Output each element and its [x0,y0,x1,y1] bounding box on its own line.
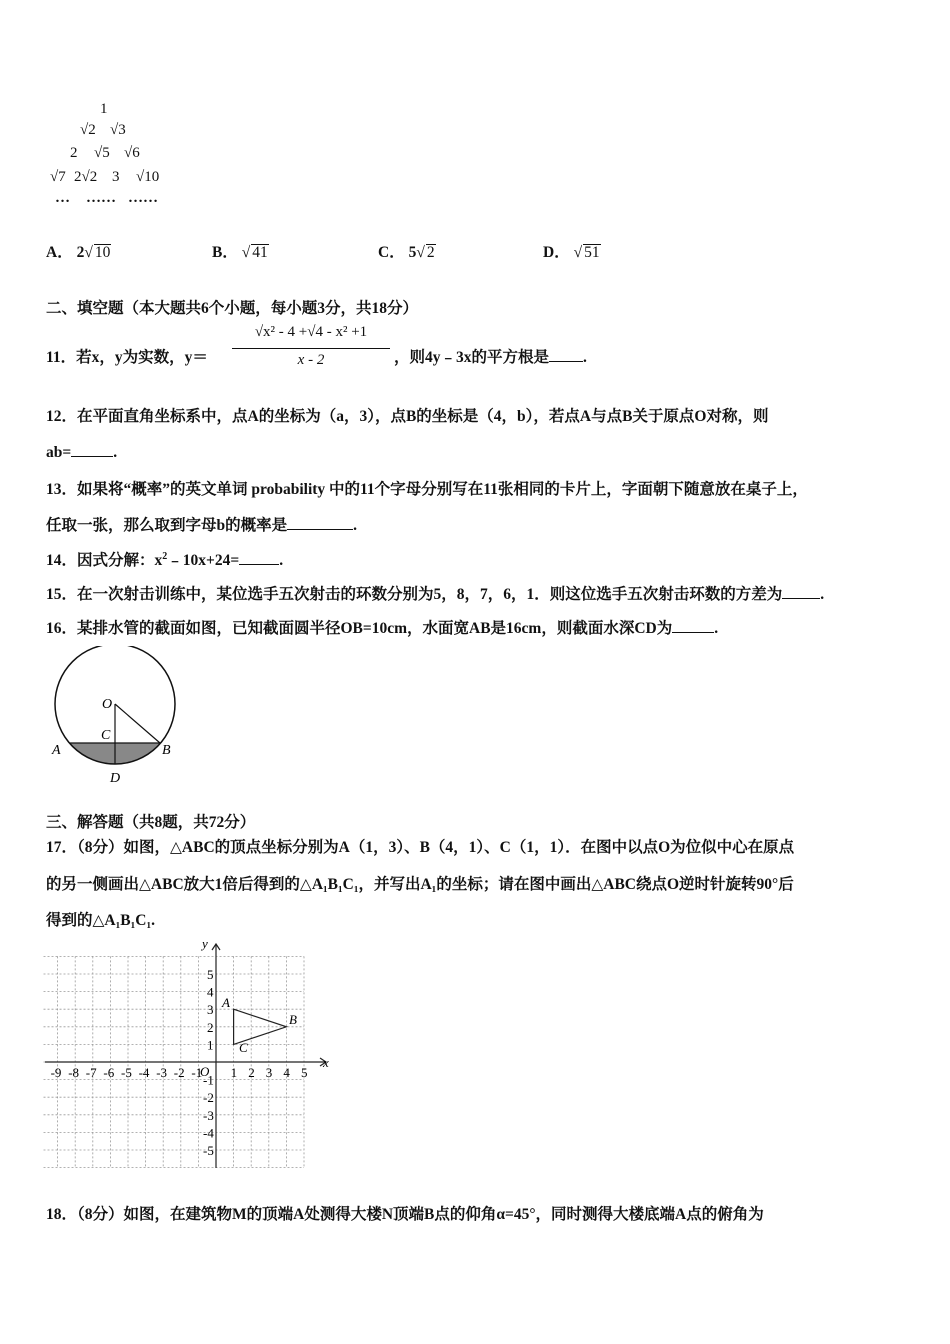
q15-text: 15．在一次射击训练中，某位选手五次射击的环数分别为5，8，7，6，1．则这位选手五次射击环数的方差为 [46,586,783,603]
y-tick-label: 4 [207,984,214,1000]
choice-label: C． [378,244,405,261]
point-b-label: B [289,1012,297,1027]
q11-denominator: x - 2 [297,352,325,368]
label-d: D [110,771,121,786]
choice-b[interactable]: B． √ 41 [212,244,268,261]
q11-suffix-text: ，则4y﹣3x的平方根是 [394,349,550,366]
q18-line1: 18．（8分）如图，在建筑物M的顶端A处测得大楼N顶端B点的仰角α=45°，同时测得大楼底端A点的俯角为 [46,1206,764,1223]
q17-line2: 的另一侧画出△ABC放大1倍后得到的△A₁B₁C₁，并写出A₁的坐标；请在图中画出△ABC绕点O逆时针旋转90°后 [46,876,794,893]
q15-end: . [820,586,825,603]
q14 [46,548,283,570]
triangle-dots: …… [128,190,158,206]
y-axis-label: y [202,936,208,951]
answer-blank[interactable] [71,442,113,457]
q11-suffix [394,345,587,367]
x-tick-label: -1 [191,1065,203,1080]
y-tick-label: 5 [207,967,214,982]
section2-title: 二、填空题（本大题共6个小题，每小题3分，共18分） [46,300,419,317]
choice-label: B． [212,244,238,261]
q11-numerator: √x² - 4 +√4 - x² +1 [254,324,368,340]
q16-text: 16．某排水管的截面如图，已知截面圆半径OB=10cm，水面宽AB是16cm，则截面水深CD为 [46,620,673,637]
q14-prefix: 14．因式分解：x [46,552,163,569]
choice-radicand: 41 [252,244,268,261]
answer-blank[interactable] [672,618,714,633]
q11-end: . [583,349,587,366]
q14-end: . [279,552,284,569]
choice-coefficient: 2 [76,244,85,261]
triangle-cell: √5 [94,145,110,161]
q14-exponent: 2 [162,550,168,562]
x-tick-label: -9 [50,1065,62,1080]
y-tick-label: 1 [207,1037,214,1053]
x-axis-label: x [323,1055,329,1070]
x-tick-label: 1 [230,1065,238,1080]
label-c: C [101,728,111,743]
x-tick-label: -5 [121,1065,132,1080]
choice-a[interactable]: A． 2√ 10 [46,244,111,261]
q11-fraction [232,322,390,374]
q17-line3: 得到的△A₁B₁C₁. [46,912,155,929]
x-tick-label: -7 [85,1065,97,1080]
y-tick-label: -3 [203,1107,214,1123]
triangle-row1: 1 [100,101,108,117]
x-tick-label: 2 [248,1065,255,1080]
q13-end: . [353,517,357,534]
x-tick-labels [51,1065,308,1080]
y-tick-label: 2 [207,1019,214,1035]
q12-prefix: ab= [46,444,72,461]
q13-line2 [46,513,357,535]
q12-line1: 12．在平面直角坐标系中，点A的坐标为（a，3），点B的坐标是（4，b），若点A与点B关于原点O对称，则 [46,408,769,425]
x-tick-label: -4 [138,1065,150,1080]
x-tick-label: -2 [173,1065,185,1080]
label-o: O [102,697,113,712]
answer-blank[interactable] [782,584,820,599]
fraction-bar [232,348,390,349]
x-tick-label: -3 [156,1065,168,1080]
x-tick-label: 4 [283,1065,290,1080]
coordinate-grid [40,936,340,1172]
triangle-cell: 2√2 [74,169,98,185]
q13-line1: 13．如果将“概率”的英文单词 probability 中的11个字母分别写在11张相同的卡片上，字面朝下随意放在桌子上， [46,481,808,498]
triangle-cell: √7 [50,169,66,185]
q13-prefix: 任取一张，那么取到字母b的概率是 [46,517,288,534]
answer-blank[interactable] [239,550,279,565]
segment-ob [115,704,160,743]
y-tick-label: 3 [207,1002,214,1018]
triangle-cell: √2 [80,122,96,138]
point-c-label: C [239,1040,248,1055]
y-tick-label: -2 [203,1090,214,1106]
y-tick-label: -4 [203,1125,214,1141]
x-tick-label: 3 [265,1065,273,1080]
q16-end: . [714,620,719,637]
choice-coefficient: 5 [408,244,417,261]
choice-c[interactable]: C． 5√ 2 [378,244,435,261]
choice-label: D． [543,244,570,261]
answer-blank[interactable] [287,515,353,530]
triangle-cell: √6 [124,145,140,161]
answer-blank[interactable] [549,347,583,362]
triangle-cell: √10 [136,169,160,185]
q17-line1: 17．（8分）如图，△ABC的顶点坐标分别为A（1，3）、B（4，1）、C（1，1）．在图中以点O为位似中心在原点 [46,839,795,856]
pipe-cross-section-figure [46,646,180,786]
choice-radicand: 10 [94,244,111,261]
triangle-cell: 3 [112,169,120,185]
y-tick-label: -1 [203,1072,214,1088]
q11-prefix: 11．若x，y为实数，y＝ [46,349,208,366]
triangle-cell: √3 [110,122,126,138]
triangle-cell: 2 [70,145,78,161]
q12-line2 [46,442,117,462]
triangle-dots: … [55,190,70,206]
x-tick-label: -8 [68,1065,80,1080]
x-tick-label: -6 [103,1065,115,1080]
choice-label: A． [46,244,73,261]
q15 [46,582,824,604]
y-tick-label: -5 [203,1143,214,1158]
point-a-label: A [222,995,230,1010]
label-b: B [162,743,171,758]
triangle-dots: …… [86,190,116,206]
q12-end: . [113,444,118,461]
section3-title: 三、解答题（共8题，共72分） [46,814,256,831]
origin-label: O [200,1064,210,1079]
choice-radicand: 51 [584,244,600,261]
q14-rest: ﹣10x+24= [167,552,240,569]
q16 [46,616,718,638]
x-tick-label: 5 [301,1065,308,1080]
choice-radicand: 2 [426,244,435,261]
choice-d[interactable]: D． √ 51 [543,244,600,261]
label-a: A [52,743,61,758]
